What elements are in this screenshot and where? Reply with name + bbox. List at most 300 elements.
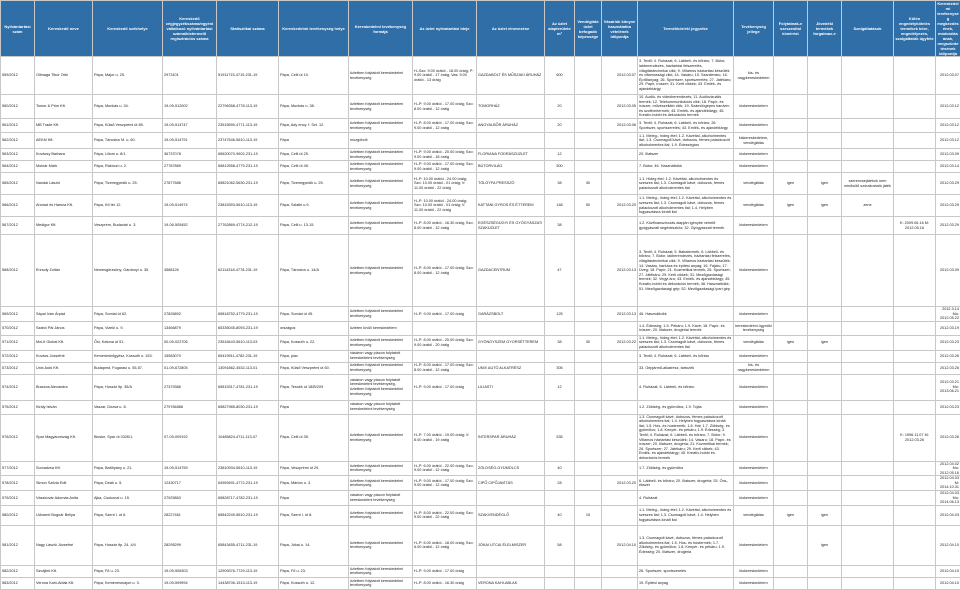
table-cell: Pápa: [279, 133, 349, 149]
table-cell: Ollmaga Tibor Ottó: [35, 57, 93, 95]
table-cell: üzletben folytatott kereskedelmi tevékenység: [349, 476, 413, 491]
table-cell: Pápa, Kossuth u. 12.: [279, 577, 349, 589]
table-row: [1, 374, 960, 400]
table-cell: [842, 491, 894, 506]
table-cell: 27826892: [163, 307, 217, 322]
table-cell: 30: [575, 335, 602, 350]
table-cell: [842, 362, 894, 374]
table-row: [1, 119, 960, 133]
table-cell: [774, 307, 808, 322]
table-cell: [808, 149, 842, 161]
table-cell: 2012.03.26: [936, 362, 960, 374]
table-cell: 1.4. Édesség; 1.5. Pékáru; 1.9. Kávé; 18. Papír- és írószer; 20. Illatszer, drogériai termék: [638, 321, 734, 335]
table-cell: [575, 57, 602, 95]
table-cell: [842, 577, 894, 589]
table-cell: [894, 173, 936, 195]
table-cell: Pápa, Vizeki u. 9.: [93, 321, 163, 335]
table-cell: [894, 321, 936, 335]
table-cell: [575, 321, 602, 335]
table-cell: Simon Szilvia Edit: [35, 476, 93, 491]
table-cell: 13466879: [163, 321, 217, 335]
table-cell: 573/2012: [1, 362, 35, 374]
table-cell: UNIX AUTÓ ALKATRÉSZ: [477, 362, 545, 374]
col-header: Kereskedő cégjegyzékszáma/egyéni vállalkozó nyilvántartási száma/kistermelő regisztrációs száma: [163, 1, 217, 57]
table-cell: Pápa, Somlai út 45.: [279, 307, 349, 322]
table-cell: [575, 525, 602, 565]
table-cell: [842, 505, 894, 525]
table-cell: 19-09-512002: [163, 95, 217, 119]
table-cell: K: 2009.06.16 M: 2012.05.16: [894, 217, 936, 235]
table-cell: 19-09-514791: [163, 133, 217, 149]
table-cell: 563/2012: [1, 149, 35, 161]
table-cell: Verona Kahi-Ablak Kft.: [35, 577, 93, 589]
table-cell: H–P: 9.00 órától - 17.00 óráig: [413, 374, 477, 400]
table-cell: [774, 476, 808, 491]
table-cell: GAZDABOLT ÉS MŰSZAKI ÁRUHÁZ: [477, 57, 545, 95]
table-cell: 1.1. Meleg-, hideg étel; 1.2. Kávéital, alkoholmentes és szeszes ital; 1.3. Csomagolt kávé, dobozos, fémes palackozott alkoholmentes ital: [638, 335, 734, 350]
table-cell: [545, 133, 575, 149]
table-cell: üzletben folytatott kereskedelmi tevékenység: [349, 119, 413, 133]
table-cell: [808, 350, 842, 362]
table-cell: [894, 195, 936, 217]
table-cell: Pápa, Tizenegyedik u. 25.: [279, 173, 349, 195]
col-header: Kereskedelmi tevékenység helye: [279, 1, 349, 57]
table-cell: 572/2012: [1, 350, 35, 362]
table-cell: 28: [545, 476, 575, 491]
table-cell: 3. Textil; 4. Ruházat; 5. Babatermék; 6. Lábbeli- és bőráru; 7. Bútor, lakberendezés, háztartási felszerelés, világítástechnikai cikk; 9. Villamos háztartási készülék; 14. Vasáru, barkács és építési anyag; 16. Fajáru; 17. Üveg; 18. Papír; 21. Kozmetikai termék; 26. Sportszer; 27. Játékáru; 29. Kerti cikkek; 31. Mezőgazdasági termék; 32. Vegyi áru; 43. Emlék- és ajándéktárgy; 45. Kreatív-hobbi és dekorációs termék; 46. Használtcikk; 51. Mezőgazdasági gép; 52. Mezőgazdasági ipari gép: [638, 235, 734, 307]
table-cell: H–Szo: 9.00 órától - 18.00 óráig; P: 9.00 órától - 17 óráig; Vas: 9.00 órától - 13 óráig: [413, 57, 477, 95]
table-cell: Pápa, Huszár ltp. 24. 4/4: [93, 525, 163, 565]
table-cell: Pápa, Munkás u. 38.: [279, 95, 349, 119]
table-cell: [842, 525, 894, 565]
table-cell: [842, 461, 894, 476]
table-cell: kiskereskedelem: [734, 461, 774, 476]
table-cell: 7. Bútor; 46. Használtcikk: [638, 161, 734, 173]
table-cell: 46. Használtcikk: [638, 307, 734, 322]
table-cell: [894, 57, 936, 95]
table-cell: Bicske, Spar út 0326/1.: [93, 414, 163, 461]
table-cell: [842, 133, 894, 149]
table-cell: [413, 350, 477, 362]
table-cell: [808, 57, 842, 95]
table-cell: [774, 235, 808, 307]
table-cell: igen: [808, 505, 842, 525]
table-cell: 2012.03.09: [936, 149, 960, 161]
table-row: [1, 577, 960, 589]
table-cell: Veszprém, Budavári u. 3.: [93, 217, 163, 235]
table-cell: [808, 119, 842, 133]
table-cell: [575, 350, 602, 362]
table-cell: 2012.04.02 Mo: 2012.05.16: [936, 461, 960, 476]
table-cell: 27379386: [163, 374, 217, 400]
table-cell: igen: [808, 525, 842, 565]
table-cell: 1.2. Közfinanszírozás alapján igénybe vehető gyógyászati segédeszköz; 32. Gyógyászati termék: [638, 217, 734, 235]
table-cell: Nagy László Józsefné: [35, 525, 93, 565]
table-cell: 19-09-599994: [163, 577, 217, 589]
table-cell: [808, 374, 842, 400]
table-cell: H–P: 8.00 órától - 17.00 óráig; Szo: 9.00 órától - 12 óráig: [413, 119, 477, 133]
table-cell: igen: [774, 505, 808, 525]
table-cell: Pápa, Táncsics u. 14/A: [279, 235, 349, 307]
table-cell: Szabó Pál János: [35, 321, 93, 335]
table-cell: Mol-ti Global Kft.: [35, 335, 93, 350]
table-cell: H–P: 6.00 órától - 18.00 óráig; Szo: 6.00 órától - 12 óráig: [413, 525, 477, 565]
table-cell: Pápa, Munkás u. 34.: [93, 95, 163, 119]
table-cell: [894, 161, 936, 173]
table-cell: 2012.03.21 Mo: 2013.06.21: [936, 374, 960, 400]
table-cell: Nandai László: [35, 173, 93, 195]
table-cell: 1.1. Meleg-, hideg étel; 1.2. Kávéital, alkoholmentes ital; 1.3. Csomagolt kávé, dobozos, fémes palackozott alkoholmentes ital; 1.9. Édességáru: [638, 133, 734, 149]
table-cell: [413, 321, 477, 335]
table-cell: [774, 217, 808, 235]
table-cell: [842, 57, 894, 95]
table-cell: 36737078: [163, 149, 217, 161]
table-cell: Pápa, Veszprémi út 29.: [279, 461, 349, 476]
table-cell: [545, 321, 575, 335]
table-cell: 2012.04.10: [936, 565, 960, 577]
table-cell: Pápa, Tizenegyedik u. 25.: [93, 173, 163, 195]
table-row: [1, 217, 960, 235]
table-cell: kiskereskedelem: [734, 565, 774, 577]
table-cell: 1.3. Csomagolt kávé, dobozos, fémes palackozott alkoholmentes ital; 1.5. Hús- és hústermék; 1.7. Zöldség- és gyümölcs; 1.8. Kenyér- és pékáru; 1.9. Édesség; 20. Illatszer, drogéria: [638, 525, 734, 565]
table-cell: [808, 362, 842, 374]
table-cell: 2012.03.29: [936, 217, 960, 235]
table-cell: CIPŐ CIPŐJAVÍTÁS: [477, 476, 545, 491]
table-cell: 2012.03.29: [936, 195, 960, 217]
table-cell: Pápa, Szent I. út 8.: [279, 505, 349, 525]
col-header: Folytatnak-e szeszesital kimérést: [774, 1, 808, 57]
table-cell: [774, 119, 808, 133]
table-cell: [842, 95, 894, 119]
table-cell: Bracsos Alexandra: [35, 374, 93, 400]
table-cell: [894, 235, 936, 307]
table-cell: [575, 217, 602, 235]
table-cell: Vászkovár Adomás Anita: [35, 491, 93, 506]
table-cell: [894, 350, 936, 362]
col-header: Termékkör/ek/ jegyzéke: [638, 1, 734, 57]
table-cell: Pápa, Kossuth u. 22.: [279, 335, 349, 350]
col-header: Kereskedelmi tevékenység megkezdésének, módosításának, megszüntetésének időpontja: [936, 1, 960, 57]
table-cell: Pápa, Huszár ltp. 35/A: [93, 374, 163, 400]
table-cell: [774, 95, 808, 119]
table-row: [1, 133, 960, 149]
table-cell: 12: [545, 374, 575, 400]
table-cell: üzletben folytatott kereskedelmi tevékenység: [349, 307, 413, 322]
table-cell: H–P: 9.00 órától - 17.00 óráig; Szo: 8.00 órától - 12 óráig: [413, 95, 477, 119]
table-cell: 12: [545, 149, 575, 161]
table-cell: [808, 235, 842, 307]
table-cell: SZAKVENDÉGLŐ: [477, 505, 545, 525]
table-cell: 1.7. Zöldség- és gyümölcs: [638, 461, 734, 476]
table-cell: [602, 133, 638, 149]
table-cell: [774, 321, 808, 335]
table-cell: [575, 307, 602, 322]
table-cell: Pápa: [279, 491, 349, 506]
table-cell: Pápa, Celli út 35.: [279, 414, 349, 461]
table-cell: [413, 133, 477, 149]
table-cell: kiskereskedelem: [734, 577, 774, 589]
col-header: Tevékenység jellege: [734, 1, 774, 57]
table-cell: 65620070-9602-231-19: [217, 149, 279, 161]
table-cell: [894, 491, 936, 506]
table-cell: [894, 476, 936, 491]
table-cell: [894, 119, 936, 133]
table-cell: 125: [545, 307, 575, 322]
table-cell: [774, 400, 808, 414]
table-cell: 2012.04.10: [602, 525, 638, 565]
table-cell: 65815317-4781-231-19: [217, 374, 279, 400]
table-cell: 33. Gépjármű-alkatrész, tartozék: [638, 362, 734, 374]
table-cell: [575, 476, 602, 491]
table-cell: 10. Audió- és videoberendezés; 11. Audiovizuális termék; 12. Telekommunikációs cikk; 18. Papír- és írószer, művészellátó cikk; 19. Számítógépes hardver- és szoftvertermék; 43. Emlék- és ajándéktárgy; 45. Kreatív-hobbi és dekorációs termék: [638, 95, 734, 119]
table-cell: 2012.03.09: [936, 235, 960, 307]
table-cell: [575, 565, 602, 577]
table-cell: Pápa, Kő tér 12.: [93, 195, 163, 217]
col-header: Nyilvántartási szám: [1, 1, 35, 57]
table-cell: vásáron vagy piacon folytatott kereskedelmi tevékenység: [349, 491, 413, 506]
col-header: Külön engedélyköteles termékek köre, engedélyezés, szolgáltatók ügyfele: [894, 1, 936, 57]
col-header: Kereskedő székhelye: [93, 1, 163, 57]
table-cell: 26. Sportszer, sportszerelés: [638, 565, 734, 577]
table-cell: 2012.04.10: [936, 525, 960, 565]
table-cell: Szvájtek Kft.: [35, 565, 93, 577]
table-cell: [545, 565, 575, 577]
table-cell: [774, 414, 808, 461]
table-cell: 12909376-7729-113-19: [217, 565, 279, 577]
table-cell: [894, 400, 936, 414]
table-cell: kiskereskedelem: [734, 525, 774, 565]
table-cell: [894, 525, 936, 565]
table-cell: [477, 491, 545, 506]
table-cell: [808, 565, 842, 577]
table-cell: Király István: [35, 400, 93, 414]
table-cell: 2012.03.07: [936, 57, 960, 95]
table-cell: [575, 119, 602, 133]
table-cell: 38: [545, 335, 575, 350]
table-cell: Pápa, Ady ency. f. Szt. 12.: [279, 119, 349, 133]
table-cell: [842, 374, 894, 400]
table-cell: INTERSPAR ÁRUHÁZ: [477, 414, 545, 461]
table-cell: 568/2012: [1, 235, 35, 307]
table-cell: [602, 217, 638, 235]
table-body: [1, 57, 960, 590]
table-cell: [894, 565, 936, 577]
table-cell: Pápa, Táncsics M. u. 60.: [93, 133, 163, 149]
table-cell: Pápa, Celli út 45.: [279, 161, 349, 173]
table-cell: [413, 400, 477, 414]
table-cell: 580/2012: [1, 505, 35, 525]
table-cell: 12430717: [163, 476, 217, 491]
table-cell: Pápa, Kemenesmajori u. 3.: [93, 577, 163, 589]
table-cell: [575, 95, 602, 119]
table-cell: üzletben folytatott kereskedelmi tevékenység: [349, 173, 413, 195]
table-cell: [842, 149, 894, 161]
table-cell: Pápa, Külső Veszprémi út 60.: [279, 362, 349, 374]
table-cell: 560/2012: [1, 95, 35, 119]
table-cell: [774, 149, 808, 161]
table-cell: kiskereskedelem: [734, 149, 774, 161]
table-cell: [808, 414, 842, 461]
table-cell: 577/2012: [1, 461, 35, 476]
table-cell: GAZDACENTRUM: [477, 235, 545, 307]
table-cell: 2012.04.10: [936, 577, 960, 589]
table-cell: [602, 505, 638, 525]
table-cell: 2012.03.19: [936, 321, 960, 335]
table-cell: kiskereskedelem: [734, 374, 774, 400]
table-cell: [575, 362, 602, 374]
table-cell: 65335045-8093-231-19: [217, 321, 279, 335]
table-header: [1, 1, 960, 57]
table-cell: GYÖNGYSZEM GYORSÉTTEREM: [477, 335, 545, 350]
table-cell: 2012.03.06: [602, 119, 638, 133]
table-cell: Unix Autó Kft.: [35, 362, 93, 374]
table-cell: [894, 505, 936, 525]
table-cell: H–P: 10.00 órától - 24.00 óráig; Szo: 10.00 órától - 01 óráig; V: 11.00 órától - 22 óráig: [413, 173, 477, 195]
table-cell: 500: [545, 161, 575, 173]
table-row: [1, 350, 960, 362]
table-row: [1, 95, 960, 119]
table-cell: [774, 161, 808, 173]
table-cell: Pápa, Somlai út 62.: [93, 307, 163, 322]
table-cell: Kovács Józsefné: [35, 350, 93, 362]
table-cell: 27877686: [163, 173, 217, 195]
table-cell: üzletben folytatott kereskedelmi tevékenység: [349, 577, 413, 589]
table-cell: 6. Lábbeli- és bőráru; 20. Illatszer, drogéria; 25. Óra-, ékszer: [638, 476, 734, 491]
table-cell: üzleten kívüli kereskedelem: [349, 321, 413, 335]
table-cell: [602, 362, 638, 374]
table-cell: 582/2012: [1, 565, 35, 577]
table-cell: [575, 161, 602, 173]
table-row: [1, 321, 960, 335]
table-cell: 600: [545, 57, 575, 95]
table-row: [1, 362, 960, 374]
table-cell: 1.1. Meleg-, hideg étel; 1.2. Kávéital, alkoholmentes és szeszes ital; 1.3. Csomagolt kávé; 1.4. Helyben fogyasztásra kínált ital: [638, 505, 734, 525]
table-cell: 2012.03.23: [936, 335, 960, 350]
table-cell: [575, 374, 602, 400]
table-cell: üzletben folytatott kereskedelmi tevékenység: [349, 217, 413, 235]
table-cell: 65827985-8030-231-19: [217, 400, 279, 414]
table-cell: üzletben folytatott kereskedelmi tevékenység: [349, 525, 413, 565]
table-cell: 2012.03.20: [602, 476, 638, 491]
table-cell: Pápa, Tessék út 18/B/209: [279, 374, 349, 400]
table-cell: 23747546-5610-113-19: [217, 133, 279, 149]
table-cell: 51911715-4719-231-19: [217, 57, 279, 95]
table-cell: 65419911-4782-231-19: [217, 350, 279, 362]
table-cell: [774, 362, 808, 374]
table-cell: 148: [545, 195, 575, 217]
table-cell: Erzsoly Zoltán: [35, 235, 93, 307]
table-cell: 30: [575, 173, 602, 195]
table-cell: 566/2012: [1, 195, 35, 217]
table-cell: 2012.03.23: [936, 400, 960, 414]
table-cell: EGÉSZSÉGÜGYI ÉS GYÓGYÁSZATI SZAKÜZLET: [477, 217, 545, 235]
table-cell: 2012.03.13: [602, 307, 638, 322]
table-cell: H–P: 9.00 órától - 20.00 óráig; Szo: 9.00 órától - 18 óráig: [413, 149, 477, 161]
table-cell: 28227461: [163, 505, 217, 525]
table-cell: országos: [279, 321, 349, 335]
table-cell: kiskereskedelem: [734, 161, 774, 173]
table-cell: 564/2012: [1, 161, 35, 173]
table-cell: [894, 335, 936, 350]
table-cell: 14438706-1513-113-19: [217, 577, 279, 589]
table-cell: JÓKAI UTCAI ÉLELMISZER: [477, 525, 545, 565]
table-cell: [894, 461, 936, 476]
table-cell: 2012.03.12: [936, 119, 960, 133]
table-cell: 19. Épitési anyag: [638, 577, 734, 589]
table-cell: [545, 491, 575, 506]
table-cell: [808, 95, 842, 119]
table-cell: 28295299: [163, 525, 217, 565]
table-cell: 3. Textil; 4. Ruházat; 6. Lábbeli- és bőráru; 7. Bútor, lakberendezés, háztartási felszerelés, világítástechnikai cikk; 9. Villamos háztartási készülék és villamossági cikk; 14. Vasáru; 15. Szaniteráru; 16. Építőanyag; 26. Sportszer, sportszerelés; 27. Játékáru; 29. Papír, írószer; 31. Kerti cikkek; 43. Emlék- és ajándéktárgy: [638, 57, 734, 95]
table-cell: LILIASTI: [477, 374, 545, 400]
table-cell: Pápa, Major u. 25.: [93, 57, 163, 95]
table-cell: 4588126: [163, 235, 217, 307]
table-cell: igen: [808, 173, 842, 195]
table-cell: 2012.03.13: [602, 235, 638, 307]
table-cell: [477, 321, 545, 335]
table-cell: vendéglátás: [734, 173, 774, 195]
table-cell: 07-09-009192: [163, 414, 217, 461]
table-cell: zene: [842, 195, 894, 217]
table-cell: Pápa, Szent I. út 6.: [93, 505, 163, 525]
table-cell: 47: [545, 235, 575, 307]
table-cell: [575, 461, 602, 476]
table-cell: Pápa, Rákóczi u. 2.: [93, 161, 163, 173]
table-cell: [774, 461, 808, 476]
table-cell: FLORIANA FODRÁSZÜZLET: [477, 149, 545, 161]
table-cell: Spar Magyarország Kft.: [35, 414, 93, 461]
table-cell: H–P: 9.00 órától - 17.00 óráig; Szo: 9.00 órától - 12 óráig: [413, 476, 477, 491]
table-cell: [894, 149, 936, 161]
table-cell: ZÖLDSÉG-GYÜMÖLCS: [477, 461, 545, 476]
table-cell: üzletben folytatott kereskedelmi tevékenység: [349, 362, 413, 374]
table-cell: H–P: 8.00 órától - 20.00 óráig; Szo: 9.00 órától - 20 óráig: [413, 335, 477, 350]
table-cell: Pápa, Liliom u. 8/1.: [93, 149, 163, 161]
table-cell: vásáron vagy piacon folytatott kereskedelmi tevékenység: [349, 400, 413, 414]
table-cell: 64959491-4772-231-19: [217, 476, 279, 491]
table-cell: 305: [545, 362, 575, 374]
table-cell: 01-09-672805: [163, 362, 217, 374]
table-cell: 3. Textil; 4. Ruházat; 6. Lábbeli- és bőráru; 26. Sportszer, sportszerelés; 43. Emlék- és ajándéktárgy: [638, 119, 734, 133]
table-cell: [575, 400, 602, 414]
table-cell: 50: [575, 195, 602, 217]
table-cell: Pápa, Celli út 25.: [279, 149, 349, 161]
table-cell: H–P: 8.00 órától - 17.00 óráig; Szo: 8.00 órától - 12 óráig: [413, 235, 477, 307]
table-cell: 58: [545, 525, 575, 565]
table-cell: 65842249-5610-231-19: [217, 505, 279, 525]
table-cell: Pápa, Celli u. 13-15.: [279, 217, 349, 235]
table-cell: 19-09-514974: [163, 195, 217, 217]
table-cell: [842, 321, 894, 335]
table-cell: 23515590-4771-113-19: [217, 119, 279, 133]
table-cell: kiskereskedelem: [734, 400, 774, 414]
table-cell: 22796358-4778-113-19: [217, 95, 279, 119]
table-cell: [413, 491, 477, 506]
table-cell: 27925863: [163, 491, 217, 506]
table-cell: igen: [774, 195, 808, 217]
table-cell: 65812558-4779-231-19: [217, 161, 279, 173]
table-cell: 1.1. Hideg étel; 1.2. Kávéital, alkoholmentes és szeszes ital; 1.3. Csomagolt kávé, dobozos, fémes palackozott alkoholmentes ital: [638, 173, 734, 195]
table-cell: 38: [545, 217, 575, 235]
table-cell: [545, 577, 575, 589]
table-cell: 15583070: [163, 350, 217, 362]
table-row: [1, 400, 960, 414]
table-cell: Udvarrel Bognár Beliya: [35, 505, 93, 525]
table-cell: [808, 461, 842, 476]
table-cell: 65818752-4779-231-19: [217, 307, 279, 322]
table-cell: igen: [808, 195, 842, 217]
table-row: [1, 476, 960, 491]
